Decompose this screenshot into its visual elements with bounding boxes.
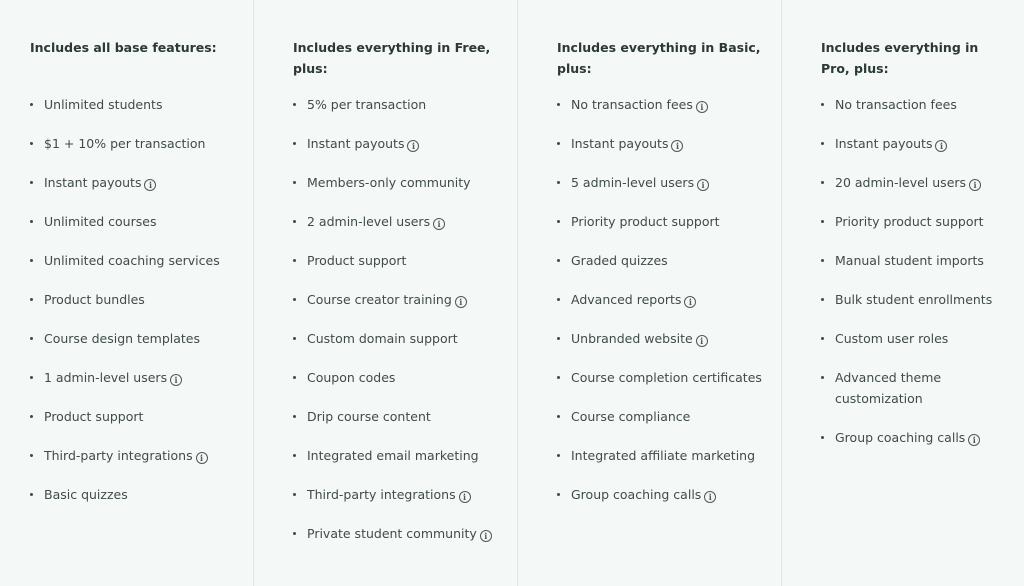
feature-label: No transaction fees (571, 97, 693, 112)
feature-label: Unlimited students (44, 97, 163, 112)
info-icon[interactable]: i (144, 179, 156, 191)
info-icon[interactable]: i (684, 296, 696, 308)
feature-item (557, 484, 781, 505)
feature-label: Integrated email marketing (307, 448, 479, 463)
feature-item (293, 367, 517, 388)
column-heading: Includes everything in Pro, plus: (821, 40, 979, 76)
feature-item (293, 289, 517, 310)
feature-item (821, 94, 1024, 115)
column-heading: Includes all base features: (30, 40, 217, 55)
feature-item (821, 172, 1024, 193)
feature-item (30, 367, 253, 388)
feature-label: 1 admin-level users (44, 370, 168, 385)
feature-label: Drip course content (307, 409, 431, 424)
feature-item (821, 250, 1024, 271)
feature-item (30, 289, 253, 310)
feature-item (557, 406, 781, 427)
feature-item (293, 523, 517, 544)
feature-item (30, 328, 253, 349)
feature-item (30, 133, 253, 154)
feature-label: Priority product support (571, 214, 720, 229)
feature-item (557, 211, 781, 232)
feature-label: Instant payouts (571, 136, 669, 151)
feature-list (821, 94, 1024, 466)
feature-label: Private student community (307, 526, 477, 541)
feature-list (30, 94, 253, 523)
info-icon[interactable]: i (459, 491, 471, 503)
feature-label: Priority product support (835, 214, 984, 229)
feature-label: Group coaching calls (835, 430, 966, 445)
feature-item (821, 367, 1024, 409)
info-icon[interactable]: i (671, 140, 683, 152)
feature-label: Third-party integrations (44, 448, 193, 463)
column-heading: Includes everything in Basic, plus: (557, 40, 761, 76)
feature-item (557, 172, 781, 193)
info-icon[interactable]: i (696, 101, 708, 113)
feature-item (821, 328, 1024, 349)
feature-list (293, 94, 517, 562)
feature-label: Basic quizzes (44, 487, 128, 502)
feature-label: Third-party integrations (307, 487, 456, 502)
info-icon[interactable]: i (704, 491, 716, 503)
feature-label: Instant payouts (44, 175, 142, 190)
feature-item (293, 250, 517, 271)
feature-item (557, 289, 781, 310)
feature-item (557, 367, 781, 388)
feature-label: 5 admin-level users (571, 175, 695, 190)
feature-item (293, 406, 517, 427)
feature-item (557, 133, 781, 154)
feature-item (557, 250, 781, 271)
info-icon[interactable]: i (433, 218, 445, 230)
feature-label: Unlimited coaching services (44, 253, 220, 268)
info-icon[interactable]: i (969, 179, 981, 191)
feature-label: Product support (307, 253, 407, 268)
feature-item (30, 211, 253, 232)
feature-label: Advanced reports (571, 292, 682, 307)
feature-label: 5% per transaction (307, 97, 427, 112)
feature-label: Advanced theme customization (835, 370, 942, 406)
feature-label: Integrated affiliate marketing (571, 448, 756, 463)
feature-label: Course design templates (44, 331, 200, 346)
feature-label: Product support (44, 409, 144, 424)
feature-item (30, 94, 253, 115)
feature-item (30, 484, 253, 505)
plan-column-pro (518, 0, 782, 586)
feature-label: No transaction fees (835, 97, 957, 112)
feature-label: Course compliance (571, 409, 691, 424)
feature-label: Bulk student enrollments (835, 292, 993, 307)
feature-item (557, 94, 781, 115)
feature-label: Manual student imports (835, 253, 984, 268)
feature-label: Instant payouts (307, 136, 405, 151)
feature-label: $1 + 10% per transaction (44, 136, 206, 151)
feature-item (557, 328, 781, 349)
feature-list (557, 94, 781, 523)
info-icon[interactable]: i (697, 179, 709, 191)
feature-label: Graded quizzes (571, 253, 668, 268)
feature-item (821, 289, 1024, 310)
feature-label: Custom user roles (835, 331, 949, 346)
info-icon[interactable]: i (170, 374, 182, 386)
feature-label: Course creator training (307, 292, 452, 307)
feature-item (293, 172, 517, 193)
feature-label: Instant payouts (835, 136, 933, 151)
feature-item (293, 211, 517, 232)
info-icon[interactable]: i (696, 335, 708, 347)
feature-item (293, 484, 517, 505)
info-icon[interactable]: i (968, 434, 980, 446)
plan-column-basic (254, 0, 518, 586)
info-icon[interactable]: i (407, 140, 419, 152)
feature-label: Coupon codes (307, 370, 396, 385)
feature-label: Members-only community (307, 175, 471, 190)
feature-label: 2 admin-level users (307, 214, 431, 229)
feature-item (821, 427, 1024, 448)
feature-item (821, 133, 1024, 154)
feature-label: Unbranded website (571, 331, 693, 346)
info-icon[interactable]: i (196, 452, 208, 464)
feature-item (30, 406, 253, 427)
info-icon[interactable]: i (480, 530, 492, 542)
feature-item (293, 328, 517, 349)
feature-label: Product bundles (44, 292, 145, 307)
feature-item (557, 445, 781, 466)
feature-item (30, 250, 253, 271)
feature-item (293, 133, 517, 154)
plan-column-unlimited (782, 0, 1024, 586)
feature-item (821, 211, 1024, 232)
feature-label: Course completion certificates (571, 370, 762, 385)
feature-item (293, 94, 517, 115)
info-icon[interactable]: i (935, 140, 947, 152)
feature-label: Custom domain support (307, 331, 458, 346)
info-icon[interactable]: i (455, 296, 467, 308)
feature-label: Unlimited courses (44, 214, 157, 229)
plan-column-free (0, 0, 254, 586)
feature-label: 20 admin-level users (835, 175, 967, 190)
feature-label: Group coaching calls (571, 487, 702, 502)
feature-item (30, 172, 253, 193)
feature-item (293, 445, 517, 466)
column-heading: Includes everything in Free, plus: (293, 40, 491, 76)
feature-item (30, 445, 253, 466)
